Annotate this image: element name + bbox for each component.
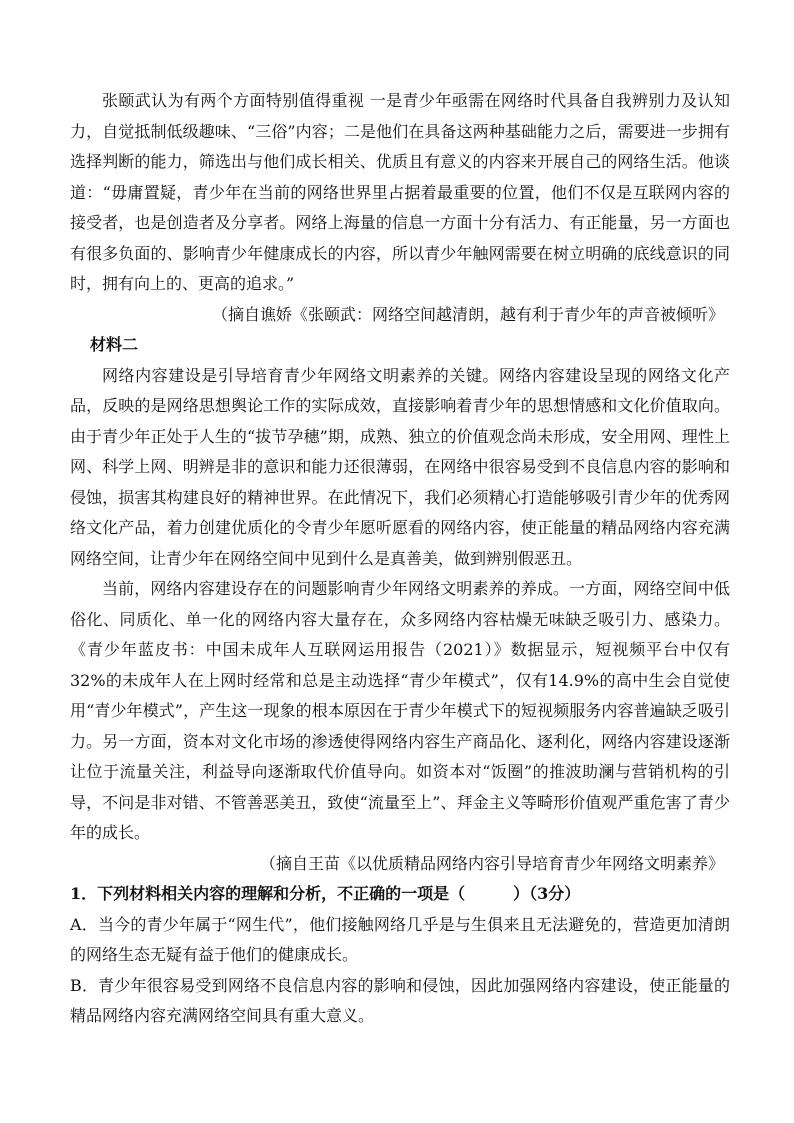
document-page [70,86,730,1032]
material-one-paragraph: 张颐武认为有两个方面特别值得重视 一是青少年亟需在网络时代具备自我辨别力及认知力，自觉抵制低级趣味、“三俗”内容；二是他们在具备这两种基础能力之后，需要进一步拥有选择判断的能力，筛选出与他们成长相关、优质且有意义的内容来开展自己的网络生活。他谈道：“毋庸置疑，青少年在当前的网络世界里占据着最重要的位置，他们不仅是互联网内容的接受者，也是创造者及分享者。网络上海量的信息一方面十分有活力、有正能量，另一方面也有很多负面的、影响青少年健康成长的内容，所以青少年触网需要在树立明确的底线意识的同时，拥有向上的、更高的追求。” [70,91,730,293]
material-two-heading: 材料二 [90,335,139,354]
material-one-source: （摘自谯娇《张颐武：网络空间越清朗，越有利于青少年的声音被倾听》 [211,304,724,324]
material-two-source: （摘自王苗《以优质精品网络内容引导培育青少年网络文明素养》 [259,853,724,873]
material-two-paragraph-1: 网络内容建设是引导培育青少年网络文明素养的关键。网络内容建设呈现的网络文化产品，反映的是网络思想舆论工作的实际成效，直接影响着青少年的思想情感和文化价值取向。由于青少年正处于人生的“拔节孕穗”期，成熟、独立的价值观念尚未形成，安全用网、理性上网、科学上网、明辨是非的意识和能力还很薄弱，在网络中很容易受到不良信息内容的影响和侵蚀，损害其构建良好的精神世界。在此情况下，我们必须精心打造能够吸引青少年的优秀网络文化产品，着力创建优质化的令青少年愿听愿看的网络内容，使正能量的精品网络内容充满网络空间，让青少年在网络空间中见到什么是真善美，做到辨别假恶丑。 [70,365,730,568]
question-1-option-b: B．青少年很容易受到网络不良信息内容的影响和侵蚀，因此加强网络内容建设，使正能量的精品网络内容充满网络空间具有重大意义。 [70,975,730,1025]
material-two-paragraph-2: 当前，网络内容建设存在的问题影响青少年网络文明素养的养成。一方面，网络空间中低俗化、同质化、单一化的网络内容大量存在，众多网络内容枯燥无味缺乏吸引力、感染力。《青少年蓝皮书：中国未成年人互联网运用报告（2021）》数据显示，短视频平台中仅有32%的未成年人在上网时经常和总是主动选择“青少年模式”，仅有14.9%的高中生会自觉使用“青少年模式”，产生这一现象的根本原因在于青少年模式下的短视频服务内容普遍缺乏吸引力。另一方面，资本对文化市场的渗透使得网络内容生产商品化、逐利化，网络内容建设逐渐让位于流量关注，利益导向逐渐取代价值导向。如资本对“饭圈”的推波助澜与营销机构的引导，不问是非对错、不管善恶美丑，致使“流量至上”、拜金主义等畸形价值观严重危害了青少年的成长。 [70,579,730,842]
question-1-option-a: A．当今的青少年属于“网生代”，他们接触网络几乎是与生俱来且无法避免的，营造更加清朗的网络生态无疑有益于他们的健康成长。 [70,914,730,964]
question-1-stem: 1．下列材料相关内容的理解和分析，不正确的一项是（ ）（3分） [70,884,581,903]
